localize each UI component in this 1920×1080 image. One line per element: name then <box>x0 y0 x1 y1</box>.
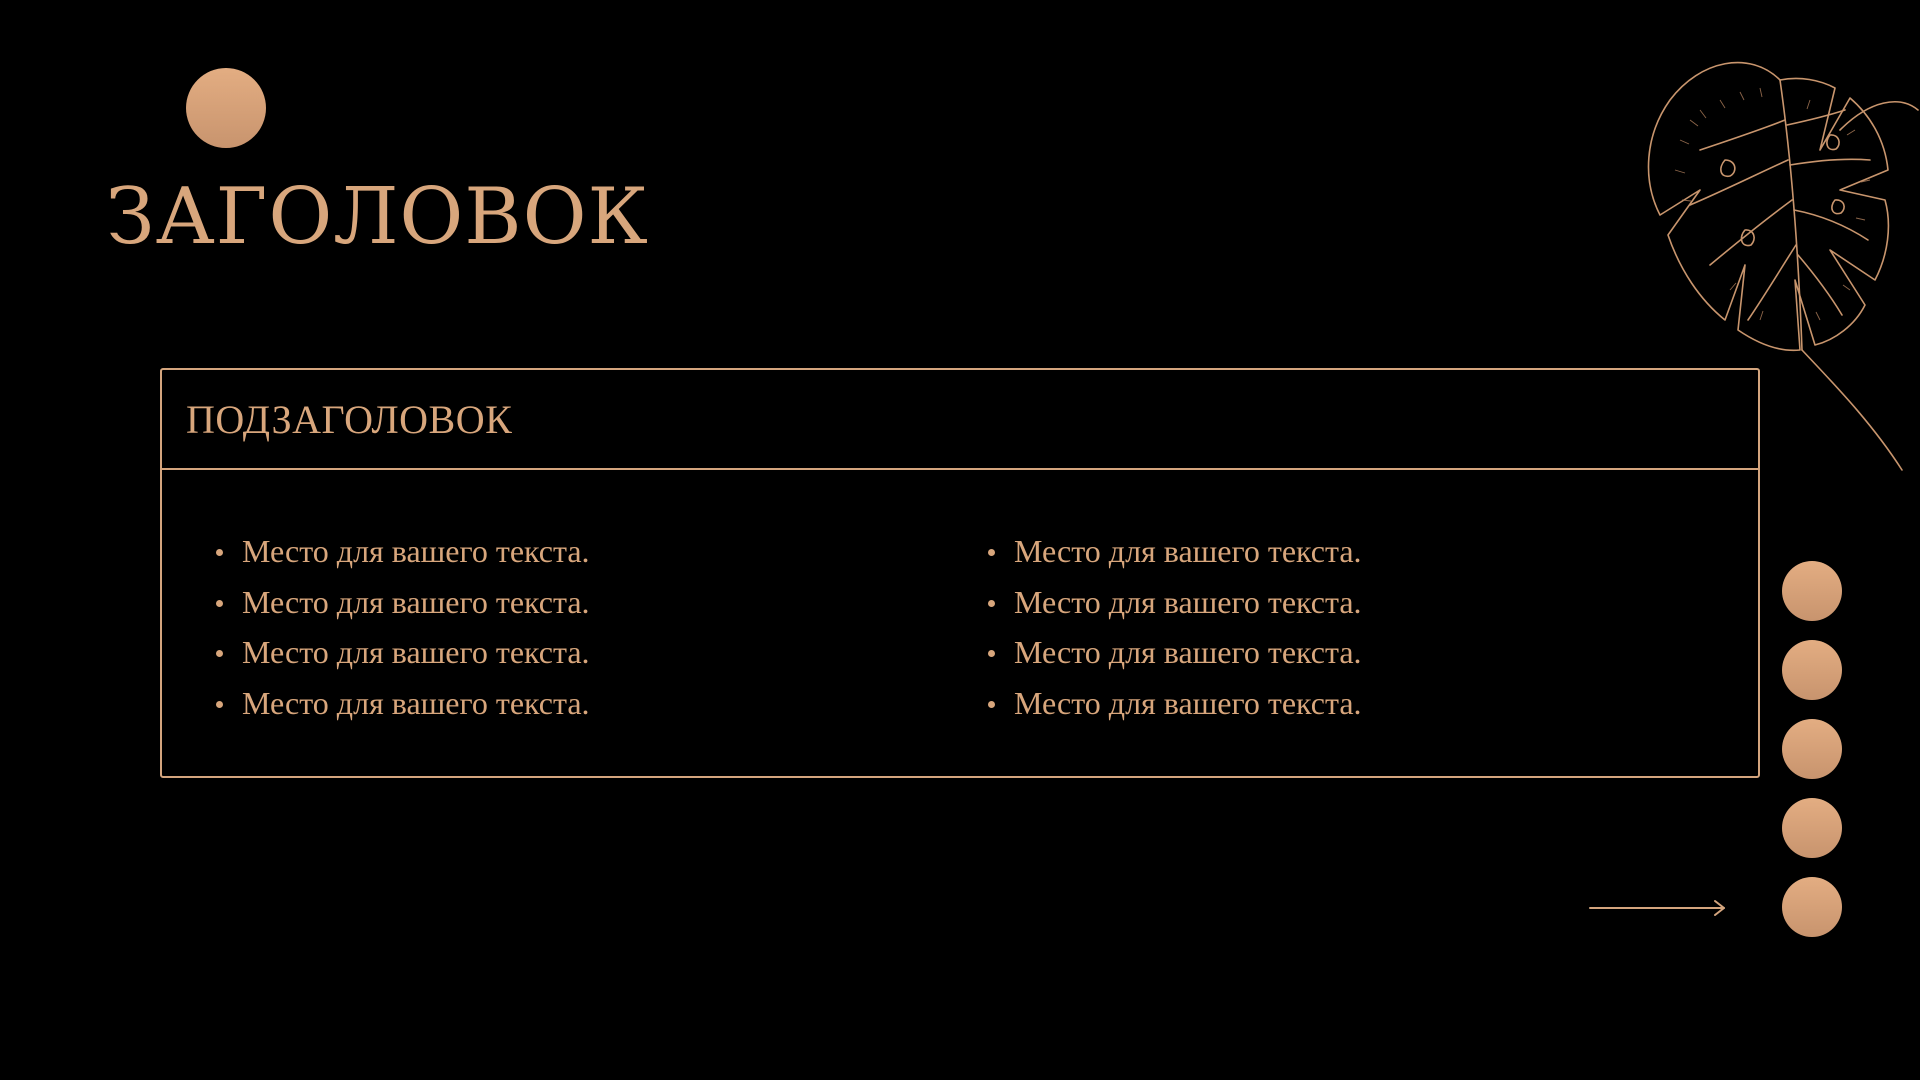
top-circle-icon <box>186 68 266 148</box>
bullet-item: Место для вашего текста. <box>214 526 986 577</box>
bullet-item: Место для вашего текста. <box>214 627 986 678</box>
bullet-item: Место для вашего текста. <box>986 678 1758 729</box>
bullet-item: Место для вашего текста. <box>214 577 986 628</box>
circle-icon <box>1782 640 1842 700</box>
content-card <box>160 368 1760 778</box>
bullet-item: Место для вашего текста. <box>986 627 1758 678</box>
circle-icon <box>1782 877 1842 937</box>
bullet-column-left <box>214 526 986 728</box>
slide-subtitle: ПОДЗАГОЛОВОК <box>186 396 513 442</box>
card-body <box>162 470 1758 728</box>
bullet-column-right <box>986 526 1758 728</box>
bullet-item: Место для вашего текста. <box>986 526 1758 577</box>
bullet-item: Место для вашего текста. <box>986 577 1758 628</box>
card-header <box>162 370 1758 470</box>
circle-icon <box>1782 798 1842 858</box>
circle-icon <box>1782 561 1842 621</box>
arrow-right-icon <box>1588 896 1728 920</box>
bullet-item: Место для вашего текста. <box>214 678 986 729</box>
circle-icon <box>1782 719 1842 779</box>
slide-title: ЗАГОЛОВОК <box>106 172 649 262</box>
